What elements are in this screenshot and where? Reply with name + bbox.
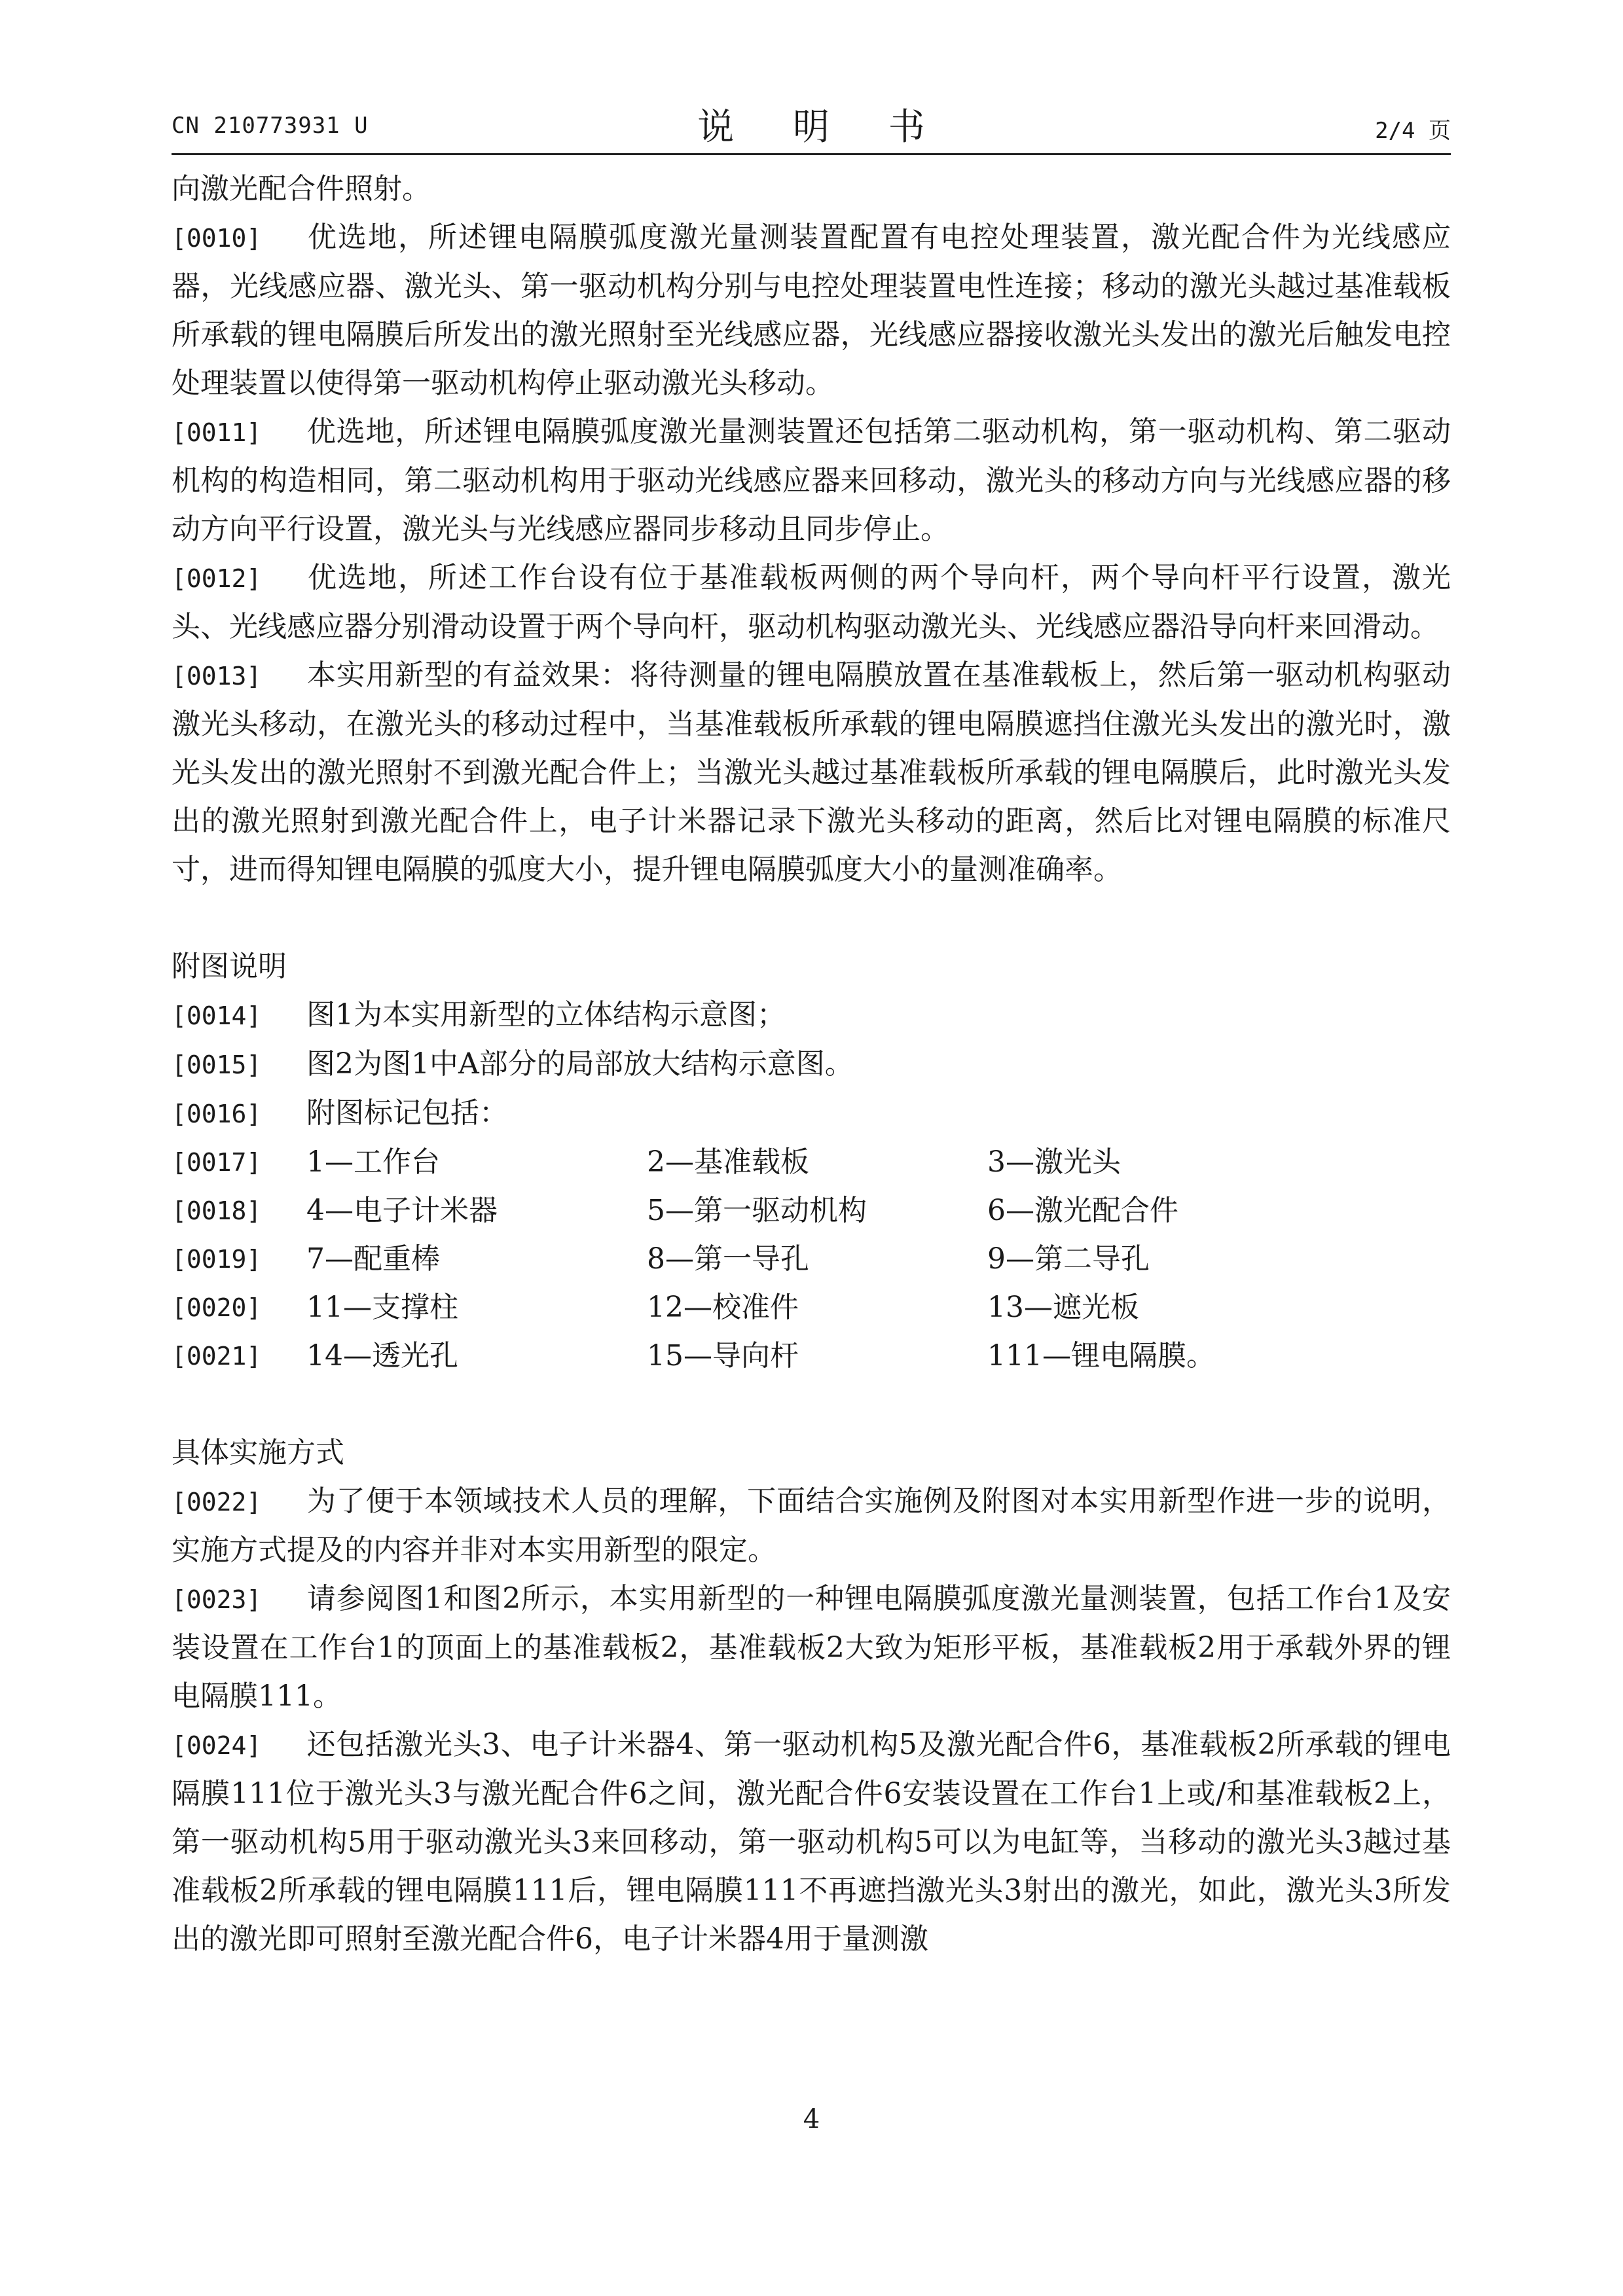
paragraph-text: 图1为本实用新型的立体结构示意图； (306, 998, 786, 1031)
legend-item: 2—基准载板 (647, 1145, 809, 1179)
page-number: 4 (803, 2104, 820, 2134)
paragraph-number: [0010] (172, 224, 262, 253)
paragraph-number: [0012] (172, 564, 262, 593)
reference-legend (172, 1138, 1451, 1380)
legend-item: 13—遮光板 (987, 1291, 1139, 1324)
paragraph (172, 554, 1451, 651)
legend-row (172, 1283, 1451, 1332)
paragraph (172, 1040, 1451, 1089)
paragraph-text: 请参阅图1和图2所示，本实用新型的一种锂电隔膜弧度激光量测装置，包括工作台1及安装设置在工作台1的顶面上的基准载板2，基准载板2大致为矩形平板，基准载板2用于承载外界的锂电隔膜111。 (172, 1582, 1451, 1713)
paragraph-group-figures (172, 991, 1451, 1138)
paragraph-number: [0017] (172, 1148, 262, 1177)
paragraph-number: [0020] (172, 1293, 262, 1322)
paragraph-number: [0015] (172, 1050, 262, 1079)
paragraph-text: 优选地，所述工作台设有位于基准载板两侧的两个导向杆，两个导向杆平行设置，激光头、光线感应器分别滑动设置于两个导向杆，驱动机构驱动激光头、光线感应器沿导向杆来回滑动。 (172, 561, 1451, 643)
legend-item: 8—第一导孔 (647, 1242, 809, 1276)
document-title: 说 明 书 (697, 106, 949, 149)
paragraph (172, 213, 1451, 408)
page-indicator: 2/4 页 (1375, 118, 1451, 144)
legend-item: 6—激光配合件 (987, 1194, 1178, 1227)
paragraph-number: [0022] (172, 1488, 262, 1516)
paragraph-text: 优选地，所述锂电隔膜弧度激光量测装置配置有电控处理装置，激光配合件为光线感应器，光线感应器、激光头、第一驱动机构分别与电控处理装置电性连接；移动的激光头越过基准载板所承载的锂电隔膜后所发出的激光照射至光线感应器，光线感应器接收激光头发出的激光后触发电控处理装置以使得第一驱动机构停止驱动激光头移动。 (172, 221, 1451, 400)
paragraph-number: [0011] (172, 418, 262, 447)
paragraph-number: [0019] (172, 1245, 262, 1274)
paragraph (172, 1089, 1451, 1138)
legend-item: 7—配重棒 (306, 1242, 440, 1276)
section-heading-figures: 附图说明 (172, 950, 287, 983)
paragraph-number: [0024] (172, 1731, 262, 1760)
paragraph (172, 408, 1451, 554)
continued-text: 向激光配合件照射。 (172, 172, 431, 206)
document-body (172, 165, 1451, 1964)
paragraph-text: 图2为图1中A部分的局部放大结构示意图。 (306, 1047, 854, 1081)
document-number: CN 210773931 U (172, 113, 369, 139)
paragraph-number: [0014] (172, 1001, 262, 1030)
page-header (172, 98, 1451, 151)
legend-item: 5—第一驱动机构 (647, 1194, 867, 1227)
paragraph-text: 附图标记包括： (306, 1096, 508, 1130)
paragraph-text: 还包括激光头3、电子计米器4、第一驱动机构5及激光配合件6，基准载板2所承载的锂电隔膜111位于激光头3与激光配合件6之间，激光配合件6安装设置在工作台1上或/和基准载板2上，第一驱动机构5用于驱动激光头3来回移动，第一驱动机构5可以为电缸等，当移动的激光头3越过基准载板2所承载的锂电隔膜111后，锂电隔膜111不再遮挡激光头3射出的激光，如此，激光头3所发出的激光即可照射至激光配合件6，电子计米器4用于量测激 (172, 1728, 1451, 1956)
legend-row (172, 1138, 1451, 1187)
legend-item: 3—激光头 (987, 1145, 1121, 1179)
legend-row (172, 1235, 1451, 1283)
paragraph (172, 1721, 1451, 1964)
paragraph-group-summary (172, 213, 1451, 894)
paragraph (172, 651, 1451, 894)
header-divider (172, 153, 1451, 155)
legend-item: 4—电子计米器 (306, 1194, 498, 1227)
legend-item: 15—导向杆 (647, 1339, 799, 1372)
legend-item: 14—透光孔 (306, 1339, 458, 1372)
paragraph-number: [0023] (172, 1585, 262, 1614)
paragraph-text: 优选地，所述锂电隔膜弧度激光量测装置还包括第二驱动机构，第一驱动机构、第二驱动机构的构造相同，第二驱动机构用于驱动光线感应器来回移动，激光头的移动方向与光线感应器的移动方向平行设置，激光头与光线感应器同步移动且同步停止。 (172, 415, 1451, 546)
paragraph-group-embodiment (172, 1477, 1451, 1964)
legend-item: 111—锂电隔膜。 (987, 1339, 1215, 1372)
paragraph-number: [0021] (172, 1342, 262, 1371)
paragraph-text: 为了便于本领域技术人员的理解，下面结合实施例及附图对本实用新型作进一步的说明，实施方式提及的内容并非对本实用新型的限定。 (172, 1484, 1451, 1567)
legend-item: 11—支撑柱 (306, 1291, 458, 1324)
paragraph-number: [0018] (172, 1196, 262, 1225)
legend-row (172, 1187, 1451, 1235)
legend-item: 9—第二导孔 (987, 1242, 1150, 1276)
paragraph (172, 1477, 1451, 1575)
legend-item: 1—工作台 (306, 1145, 440, 1179)
paragraph (172, 1575, 1451, 1721)
paragraph (172, 991, 1451, 1040)
paragraph-number: [0016] (172, 1100, 262, 1128)
legend-row (172, 1332, 1451, 1380)
section-heading-embodiment: 具体实施方式 (172, 1436, 344, 1469)
paragraph-number: [0013] (172, 662, 262, 691)
paragraph-text: 本实用新型的有益效果：将待测量的锂电隔膜放置在基准载板上，然后第一驱动机构驱动激光头移动，在激光头的移动过程中，当基准载板所承载的锂电隔膜遮挡住激光头发出的激光时，激光头发出的激光照射不到激光配合件上；当激光头越过基准载板所承载的锂电隔膜后，此时激光头发出的激光照射到激光配合件上，电子计米器记录下激光头移动的距离，然后比对锂电隔膜的标准尺寸，进而得知锂电隔膜的弧度大小，提升锂电隔膜弧度大小的量测准确率。 (172, 658, 1451, 886)
legend-item: 12—校准件 (647, 1291, 799, 1324)
